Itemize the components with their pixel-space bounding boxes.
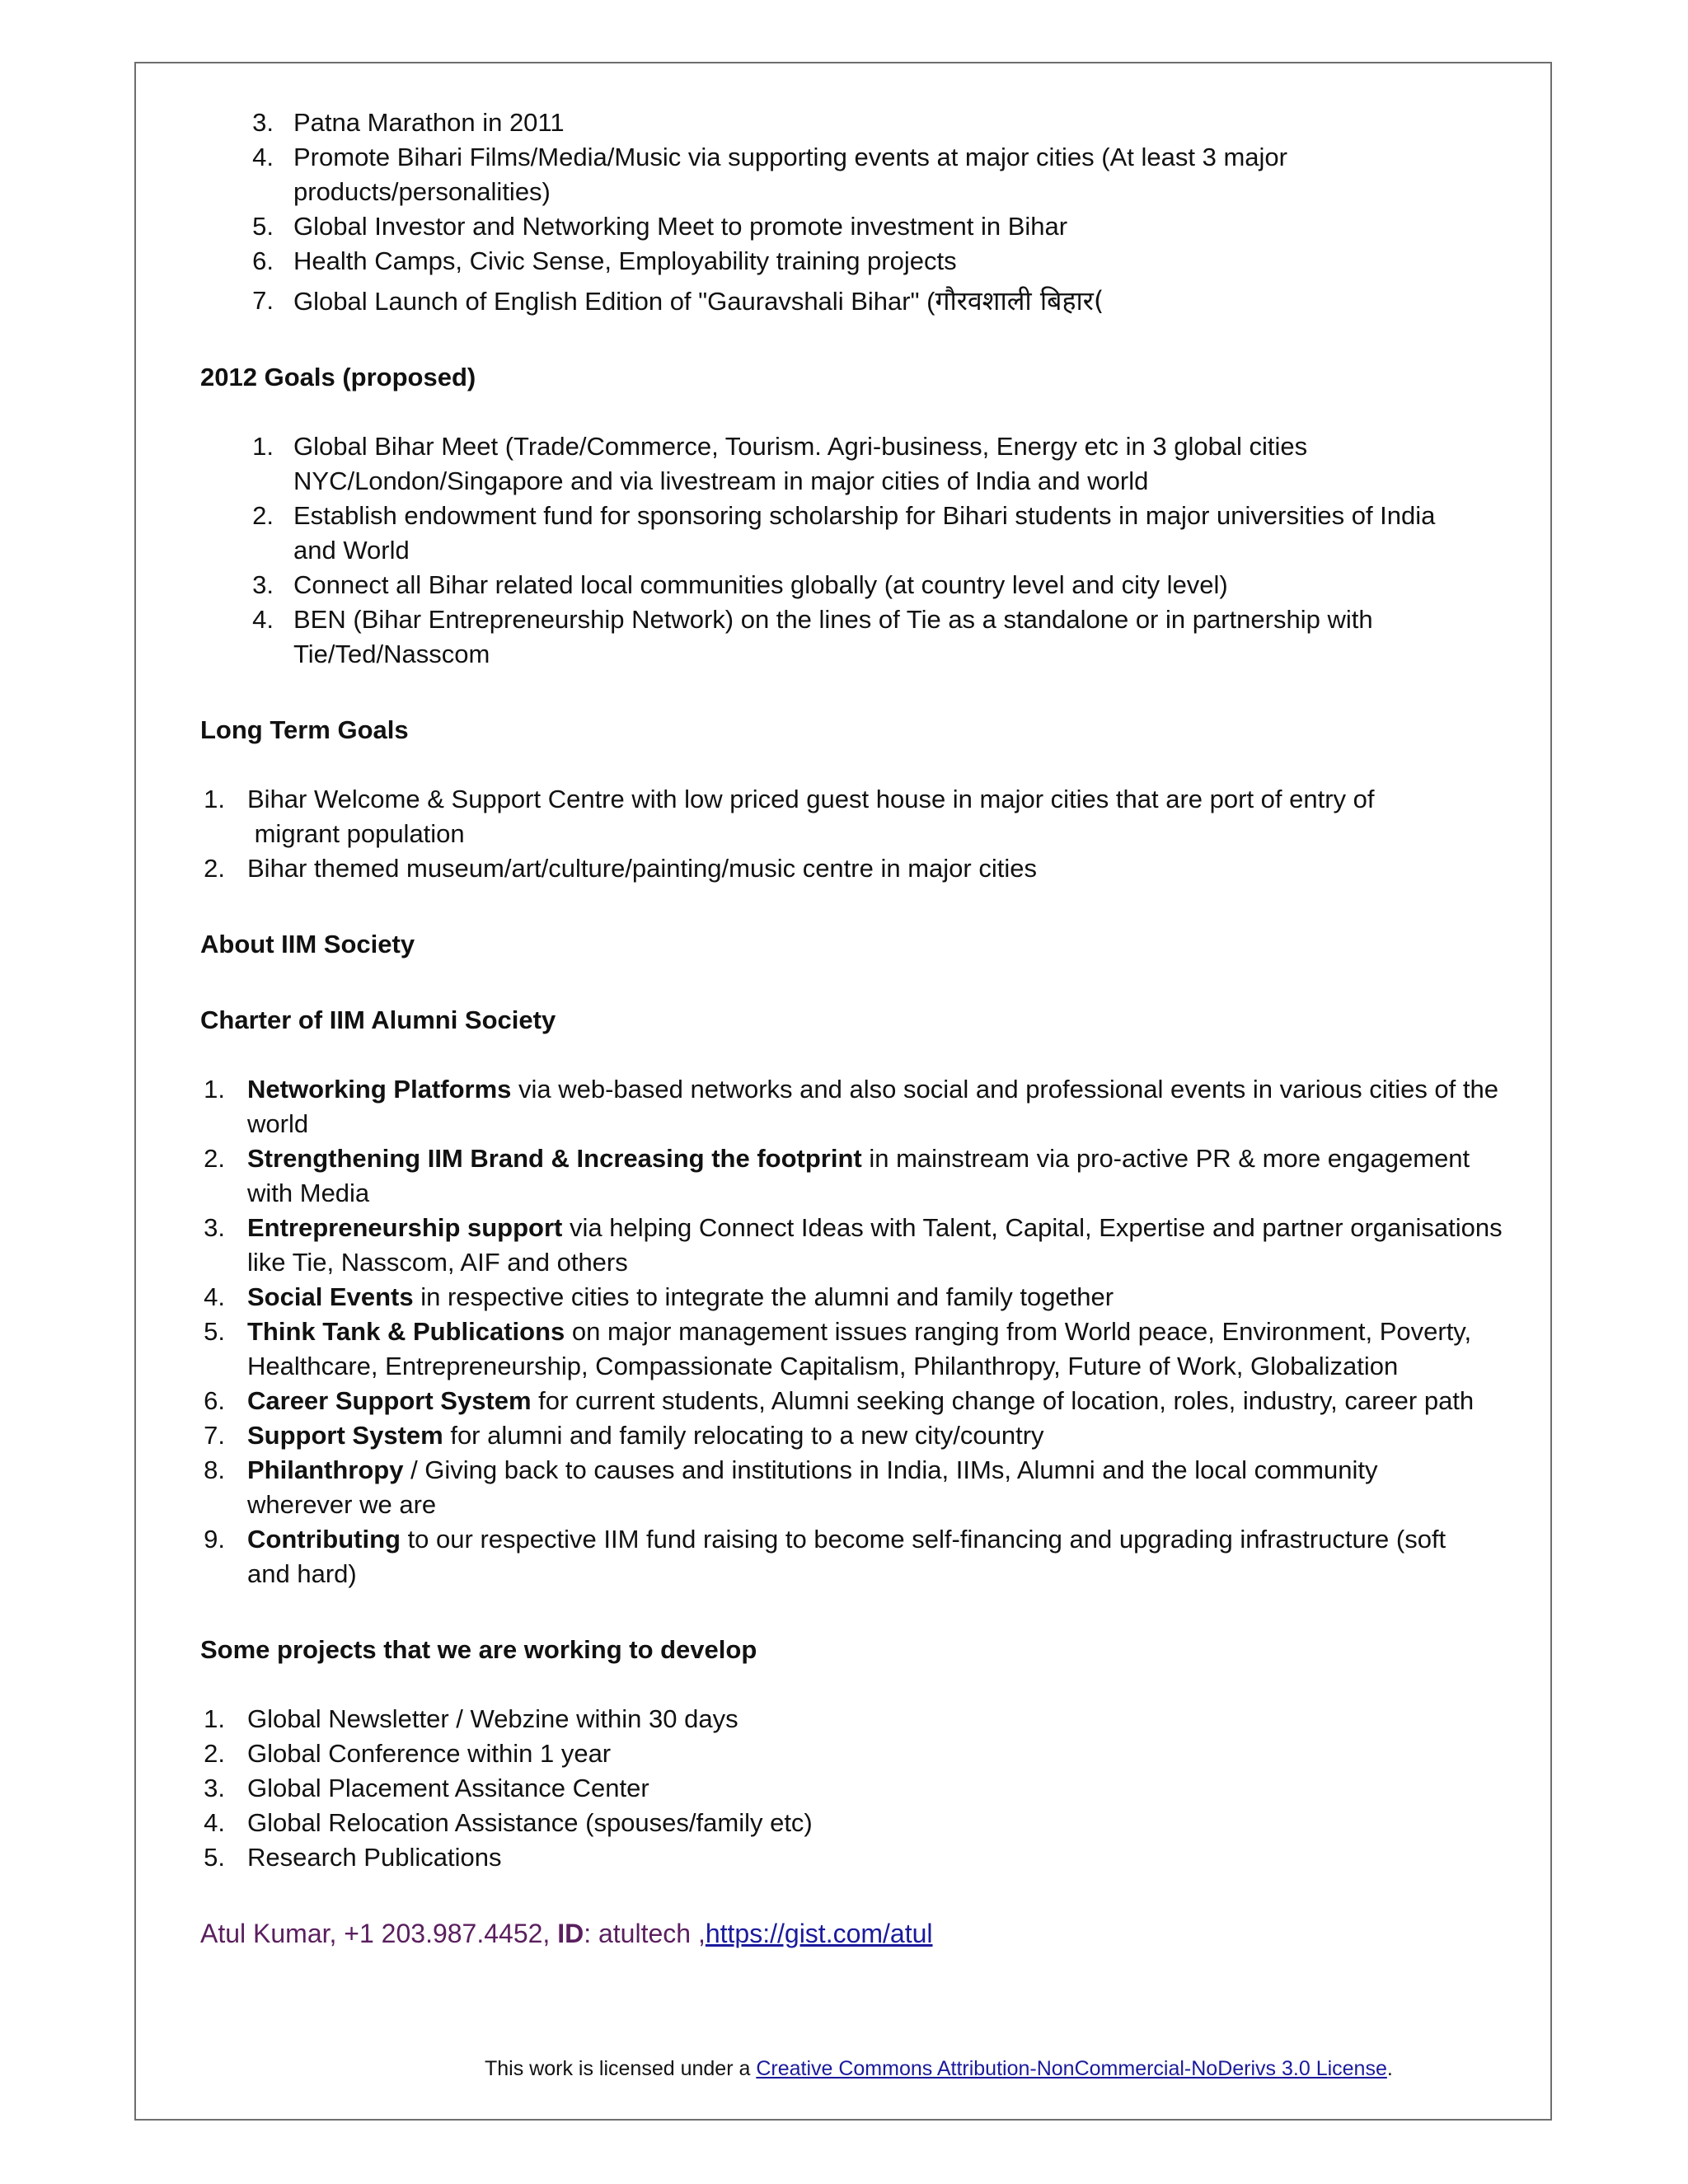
license-link[interactable]: Creative Commons Attribution-NonCommercial-NoDerivs 3.0 License [756, 2057, 1387, 2080]
list-item [200, 851, 1519, 886]
list-item-rest: for current students, Alumni seeking change of location, roles, industry, career path [531, 1386, 1475, 1415]
list-number: 3. [252, 570, 274, 599]
top-list [200, 105, 1519, 319]
list-item [200, 568, 1519, 602]
list-item-text-cont: products/personalities) [293, 177, 551, 206]
list-item-rest: in respective cities to integrate the alumni and family together [413, 1282, 1114, 1311]
list-item-text: Global Placement Assitance Center [247, 1774, 649, 1802]
list-item-text: Promote Bihari Films/Media/Music via supporting events at major cities (At least 3 major [293, 143, 1287, 171]
list-item [200, 1141, 1519, 1211]
list-item [200, 1806, 1519, 1840]
list-item-rest: via web-based networks and also social and professional events in various cities of the [511, 1075, 1498, 1104]
list-item [200, 1771, 1519, 1806]
list-item [200, 1211, 1519, 1280]
list-number: 9. [204, 1525, 225, 1554]
list-item-text [247, 1418, 1519, 1453]
list-item [200, 1418, 1519, 1453]
list-item-text [293, 284, 1519, 319]
list-item-text [247, 1280, 1519, 1315]
list-item-text [247, 1141, 1519, 1176]
list-item-rest: on major management issues ranging from World peace, Environment, Poverty, [565, 1317, 1472, 1346]
list-item-rest: to our respective IIM fund raising to become self-financing and upgrading infrastructure (soft [400, 1525, 1447, 1554]
list-item-text: Global Newsletter / Webzine within 30 days [247, 1704, 738, 1733]
list-item-bold: Strengthening IIM Brand & Increasing the footprint [247, 1144, 862, 1173]
list-item-text-cont: NYC/London/Singapore and via livestream in major cities of India and world [293, 466, 1149, 495]
list-item-text [247, 1072, 1519, 1107]
list-item [200, 1522, 1519, 1591]
list-item [200, 1840, 1519, 1875]
list-item-text: Establish endowment fund for sponsoring scholarship for Bihari students in major universities of India [293, 501, 1436, 530]
list-item-text-cont: with Media [247, 1179, 370, 1207]
list-number: 6. [204, 1386, 225, 1415]
list-item [200, 105, 1519, 140]
contact-id-value: : atultech , [584, 1919, 706, 1948]
section-heading-projects: Some projects that we are working to develop [200, 1635, 757, 1664]
long-term-list [200, 782, 1519, 886]
list-number: 8. [204, 1455, 225, 1484]
list-item-text [247, 1453, 1519, 1488]
section-heading-2012-goals: 2012 Goals (proposed) [200, 363, 476, 391]
devanagari-title: गौरवशाली बिहार( [935, 285, 1104, 316]
list-number: 1. [204, 785, 225, 813]
projects-list [200, 1702, 1519, 1875]
contact-line [200, 1916, 1519, 1951]
license-prefix: This work is licensed under a [485, 2057, 757, 2080]
list-number: 2. [204, 1144, 225, 1173]
contact-id-label: ID [557, 1919, 584, 1948]
list-item [200, 499, 1519, 568]
list-number: 2. [252, 501, 274, 530]
list-item-text: Global Bihar Meet (Trade/Commerce, Tourism. Agri-business, Energy etc in 3 global cities [293, 432, 1308, 461]
list-number: 6. [252, 246, 274, 275]
list-item-text-cont: and hard) [247, 1559, 357, 1588]
list-item-bold: Networking Platforms [247, 1075, 512, 1104]
list-item [200, 1280, 1519, 1315]
list-item [200, 1072, 1519, 1141]
list-item-bold: Social Events [247, 1282, 414, 1311]
list-number: 4. [252, 605, 274, 634]
list-number: 1. [204, 1704, 225, 1733]
list-number: 5. [204, 1843, 225, 1872]
list-item-rest: in mainstream via pro-active PR & more engagement [861, 1144, 1470, 1173]
list-item-bold: Entrepreneurship support [247, 1213, 563, 1242]
charter-list [200, 1072, 1519, 1591]
list-number: 4. [204, 1282, 225, 1311]
list-item-text: Patna Marathon in 2011 [293, 108, 565, 137]
list-item-rest: / Giving back to causes and institutions in India, IIMs, Alumni and the local community [403, 1455, 1378, 1484]
list-item-text: BEN (Bihar Entrepreneurship Network) on the lines of Tie as a standalone or in partnership with [293, 605, 1373, 634]
list-number: 1. [204, 1075, 225, 1104]
list-item-text-cont: wherever we are [247, 1490, 437, 1519]
list-item-text: Connect all Bihar related local communities globally (at country level and city level) [293, 570, 1228, 599]
list-item [200, 1702, 1519, 1736]
list-item-text-cont: Tie/Ted/Nasscom [293, 640, 490, 668]
list-number: 1. [252, 432, 274, 461]
list-item-text-latin: Global Launch of English Edition of "Gauravshali Bihar" ( [293, 287, 935, 316]
list-item [200, 1384, 1519, 1418]
list-item-rest: via helping Connect Ideas with Talent, Capital, Expertise and partner organisations [562, 1213, 1503, 1242]
list-number: 5. [204, 1317, 225, 1346]
contact-name-phone: Atul Kumar, +1 203.987.4452, [200, 1919, 558, 1948]
list-item-rest: for alumni and family relocating to a new city/country [443, 1421, 1044, 1450]
list-number: 7. [252, 286, 274, 315]
list-item-text: Global Relocation Assistance (spouses/family etc) [247, 1808, 813, 1837]
section-heading-long-term: Long Term Goals [200, 715, 409, 744]
list-number: 5. [252, 212, 274, 241]
list-item-text-cont: Healthcare, Entrepreneurship, Compassionate Capitalism, Philanthropy, Future of Work, Globalization [247, 1352, 1399, 1380]
list-item-text: Bihar Welcome & Support Centre with low priced guest house in major cities that are port of entry of [247, 785, 1375, 813]
list-item-text: Global Investor and Networking Meet to promote investment in Bihar [293, 212, 1068, 241]
list-item [200, 1315, 1519, 1384]
list-item-text: Bihar themed museum/art/culture/painting/music centre in major cities [247, 854, 1037, 883]
list-number: 2. [204, 854, 225, 883]
list-item [200, 284, 1519, 319]
list-item [200, 1736, 1519, 1771]
list-item-bold: Think Tank & Publications [247, 1317, 565, 1346]
list-item [200, 244, 1519, 279]
list-item-bold: Career Support System [247, 1386, 532, 1415]
list-number: 3. [252, 108, 274, 137]
list-item-text-cont: and World [293, 536, 410, 565]
goals-2012-list [200, 429, 1519, 672]
list-item-bold: Contributing [247, 1525, 401, 1554]
list-item-text [247, 1315, 1519, 1349]
list-item-text [247, 1384, 1519, 1418]
list-item-text-cont: migrant population [247, 819, 465, 848]
list-item-text: Research Publications [247, 1843, 502, 1872]
list-number: 2. [204, 1739, 225, 1768]
list-item [200, 782, 1519, 851]
list-item [200, 602, 1519, 672]
list-item-bold: Philanthropy [247, 1455, 404, 1484]
list-item-text-cont: like Tie, Nasscom, AIF and others [247, 1248, 628, 1277]
list-number: 4. [204, 1808, 225, 1837]
list-item-text [247, 1522, 1519, 1557]
list-number: 7. [204, 1421, 225, 1450]
list-item [200, 1453, 1519, 1522]
license-footer [485, 2057, 1393, 2081]
section-heading-charter: Charter of IIM Alumni Society [200, 1005, 556, 1034]
list-number: 3. [204, 1774, 225, 1802]
list-item [200, 209, 1519, 244]
document-content [200, 105, 1519, 1951]
list-item-text-cont: world [247, 1109, 309, 1138]
section-heading-about: About IIM Society [200, 930, 415, 958]
list-number: 4. [252, 143, 274, 171]
list-item-text: Health Camps, Civic Sense, Employability training projects [293, 246, 957, 275]
list-item [200, 140, 1519, 209]
list-item [200, 429, 1519, 499]
list-item-bold: Support System [247, 1421, 443, 1450]
list-item-text: Global Conference within 1 year [247, 1739, 612, 1768]
list-item-text [247, 1211, 1519, 1245]
list-number: 3. [204, 1213, 225, 1242]
contact-link[interactable]: https://gist.com/atul [705, 1919, 933, 1948]
license-suffix: . [1386, 2057, 1393, 2080]
